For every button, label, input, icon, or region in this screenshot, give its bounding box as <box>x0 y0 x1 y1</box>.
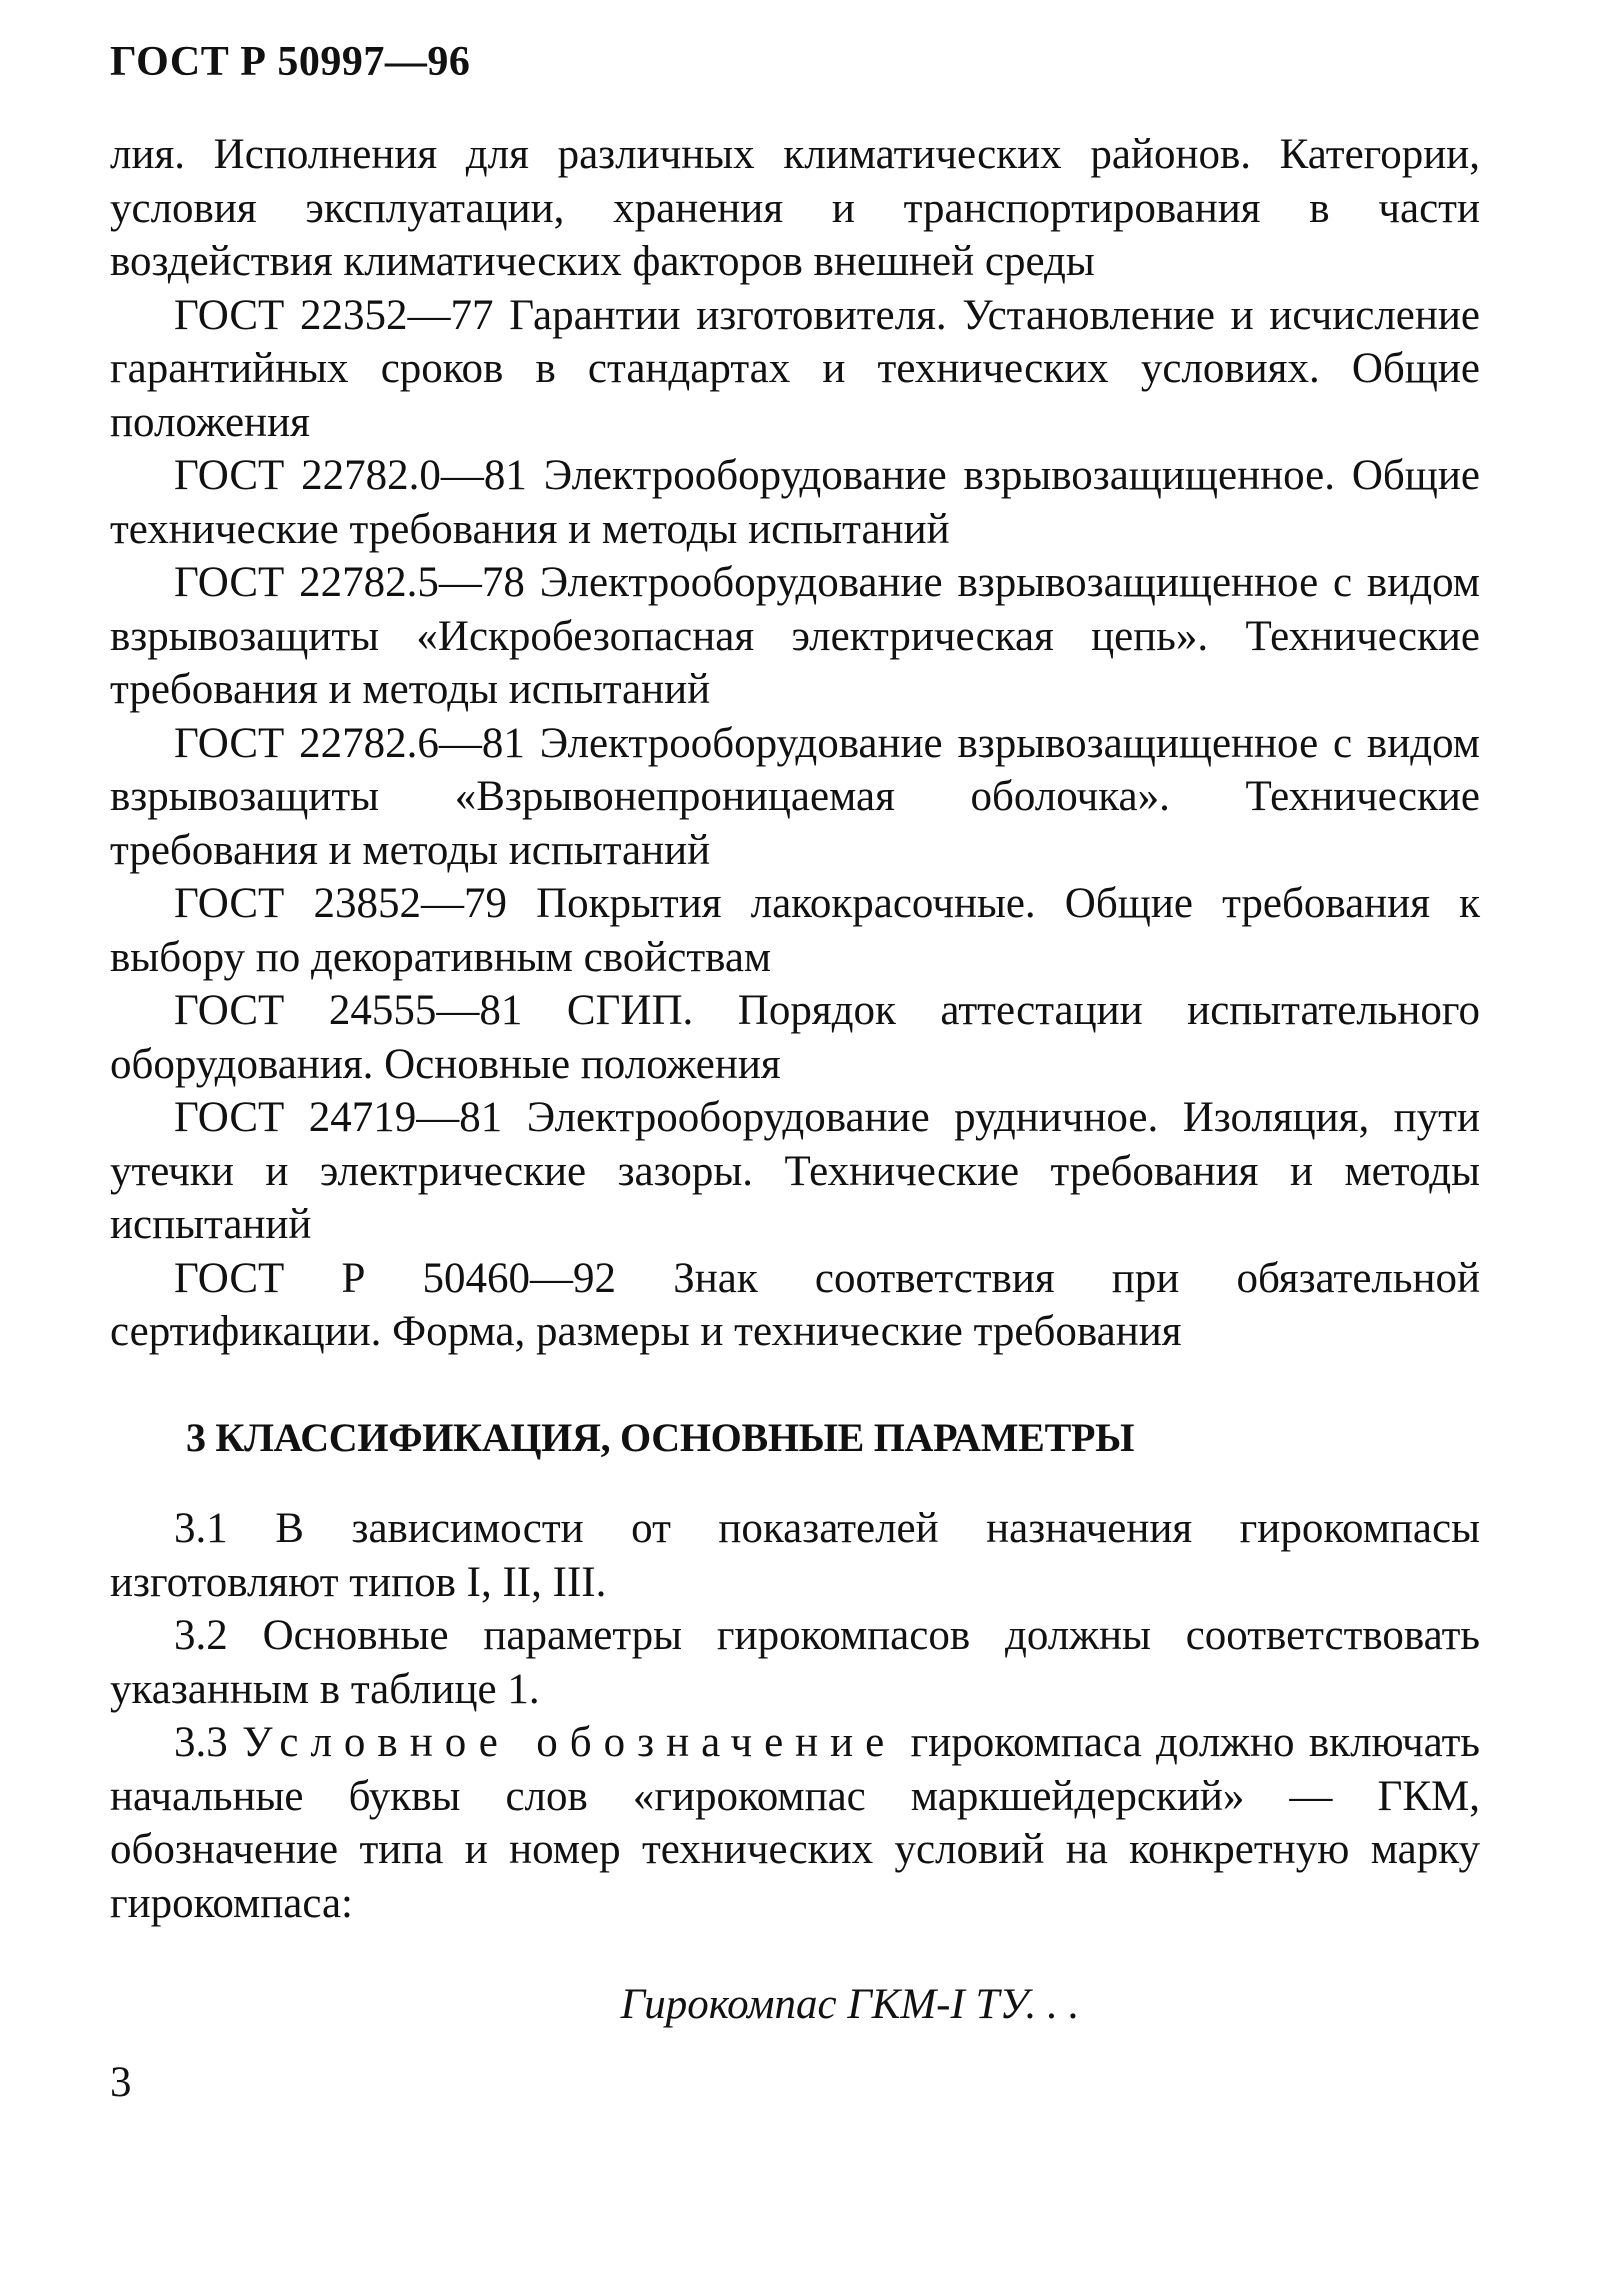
reference-gost-23852: ГОСТ 23852—79 Покрытия лакокрасочные. Общие требования к выбору по декоративным свойствам <box>110 880 1480 981</box>
document-body <box>110 128 1480 2032</box>
reference-gost-24719: ГОСТ 24719—81 Электрооборудование рудничное. Изоляция, пути утечки и электрические зазоры. Технические требования и методы испытаний <box>110 1094 1480 1248</box>
clause-3-3-term: Условное обозначение <box>242 1719 897 1766</box>
reference-continuation: лия. Исполнения для различных климатических районов. Категории, условия эксплуатации, хранения и транспортирования в части воздействия климатических факторов внешней среды <box>110 131 1480 285</box>
document-header: ГОСТ Р 50997—96 <box>110 39 471 85</box>
clause-3-3 <box>110 1716 1480 1930</box>
reference-gost-22782-0: ГОСТ 22782.0—81 Электрооборудование взрывозащищенное. Общие технические требования и методы испытаний <box>110 452 1480 553</box>
clause-3-1: 3.1 В зависимости от показателей назначения гирокомпасы изготовляют типов I, II, III. <box>110 1505 1480 1606</box>
designation-example: Гирокомпас ГКМ-I ТУ. . . <box>620 1981 1080 2028</box>
clause-3-2: 3.2 Основные параметры гирокомпасов должны соответствовать указанным в таблице 1. <box>110 1612 1480 1713</box>
reference-gost-r-50460: ГОСТ Р 50460—92 Знак соответствия при обязательной сертификации. Форма, размеры и технические требования <box>110 1254 1480 1355</box>
reference-gost-24555: ГОСТ 24555—81 СГИП. Порядок аттестации испытательного оборудования. Основные положения <box>110 987 1480 1088</box>
section-3-heading: 3 КЛАССИФИКАЦИЯ, ОСНОВНЫЕ ПАРАМЕТРЫ <box>186 1414 1135 1460</box>
page-number: 3 <box>110 2059 132 2106</box>
reference-gost-22782-6: ГОСТ 22782.6—81 Электрооборудование взрывозащищенное с видом взрывозащиты «Взрывонепроницаемая оболочка». Технические требования и методы испытаний <box>110 719 1480 874</box>
clause-3-3-number: 3.3 <box>174 1719 228 1766</box>
clause-3-3-text: гирокомпаса должно включать начальные буквы слов «гирокомпас маркшейдерский» — ГКМ, обозначение типа и номер технических условий на конкретную марку гирокомпаса: <box>110 1719 1481 1927</box>
reference-gost-22782-5: ГОСТ 22782.5—78 Электрооборудование взрывозащищенное с видом взрывозащиты «Искробезопасная электрическая цепь». Технические требования и методы испытаний <box>110 559 1480 713</box>
reference-gost-22352: ГОСТ 22352—77 Гарантии изготовителя. Установление и исчисление гарантийных сроков в стандартах и технических условиях. Общие положения <box>110 291 1480 446</box>
